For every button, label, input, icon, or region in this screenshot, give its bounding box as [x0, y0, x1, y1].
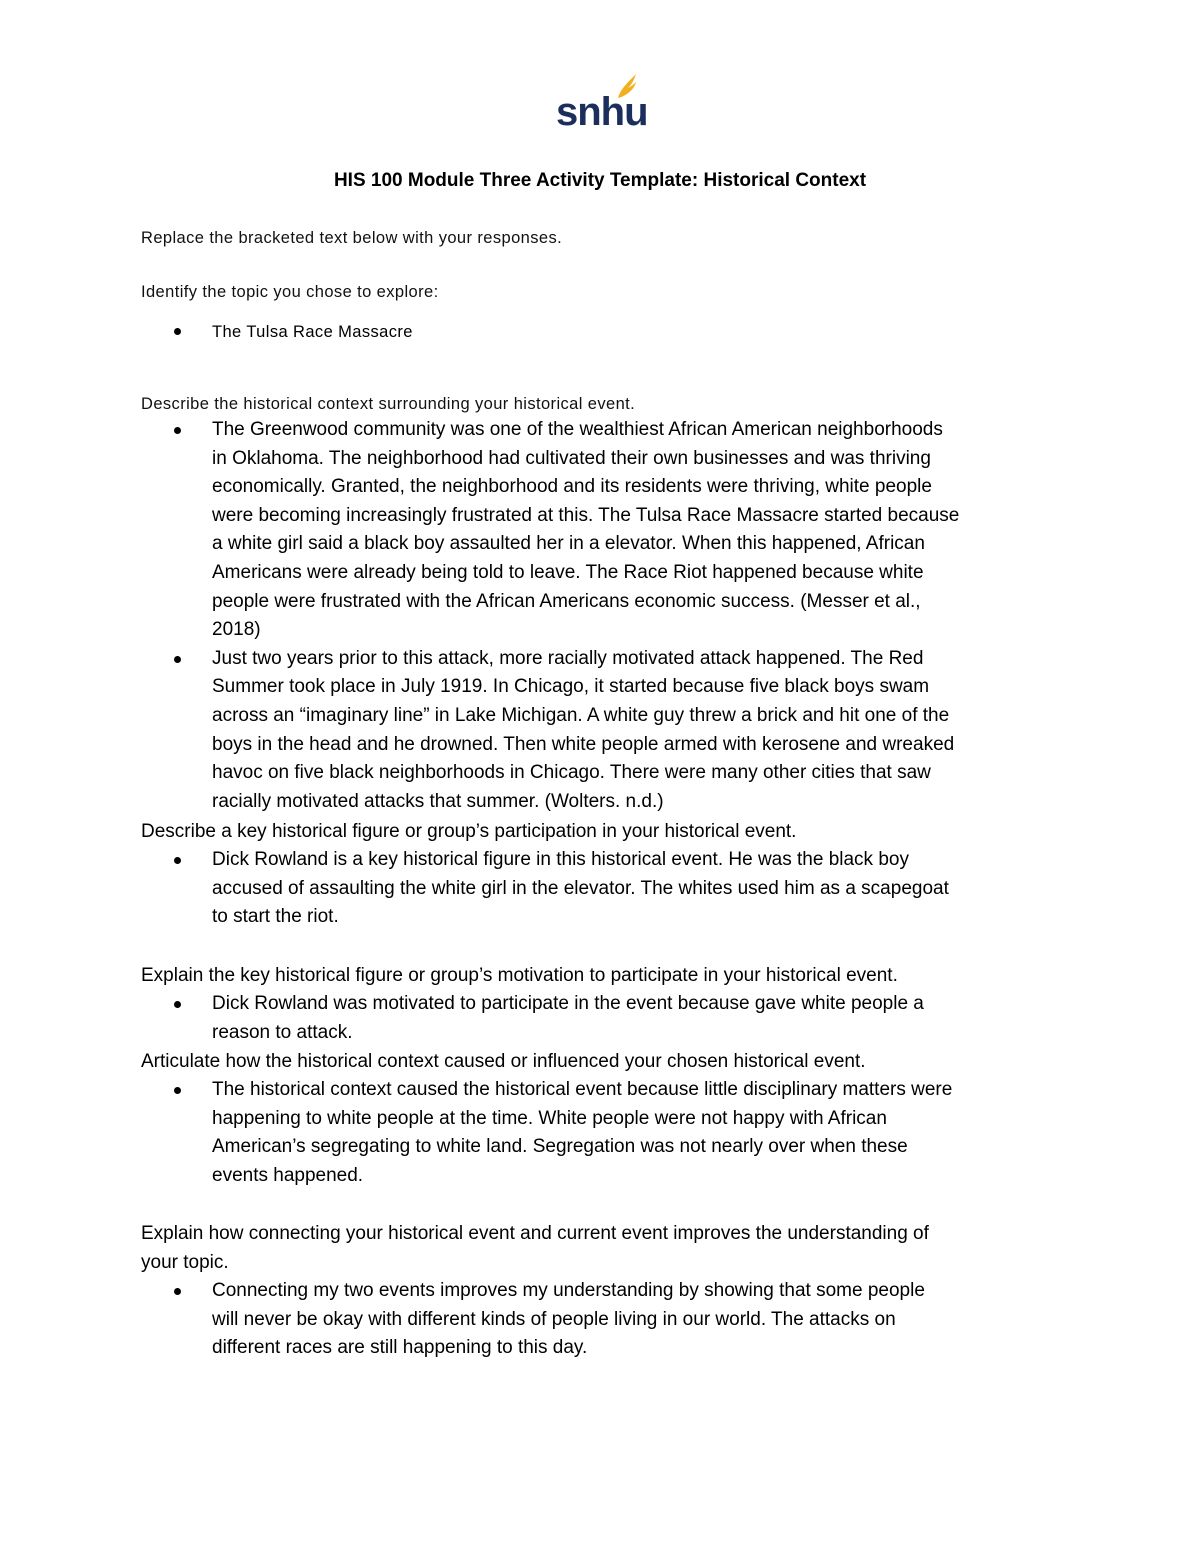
bullet-line: The Tulsa Race Massacre: [212, 323, 413, 341]
cause-bullet-list: [170, 1076, 1070, 1190]
bullet-line: 2018): [212, 619, 261, 641]
bullet-icon: [174, 656, 181, 663]
bullet-line: economically. Granted, the neighborhood and its residents were thriving, white people: [212, 476, 932, 498]
bullet-line: across an “imaginary line” in Lake Michigan. A white guy threw a brick and hit one of the: [212, 704, 950, 726]
list-item: [170, 320, 1070, 344]
bullet-icon: [174, 1288, 181, 1295]
bullet-line: The historical context caused the historical event because little disciplinary matters were: [212, 1079, 953, 1100]
motivation-bullet-list: [170, 990, 1070, 1047]
bullet-line: Dick Rowland was motivated to participate in the event because gave white people a: [212, 993, 924, 1014]
bullet-line: to start the riot.: [212, 906, 339, 928]
bullet-line: were becoming increasingly frustrated at this. The Tulsa Race Massacre started because: [212, 504, 960, 526]
page-title: HIS 100 Module Three Activity Template: Historical Context: [333, 170, 867, 191]
bullet-line: boys in the head and he drowned. Then white people armed with kerosene and wreaked: [212, 733, 955, 755]
list-item: [170, 1277, 1070, 1363]
section-prompt-cause: Articulate how the historical context caused or influenced your chosen historical event.: [141, 1051, 866, 1072]
section-prompt-topic: Identify the topic you chose to explore:: [141, 283, 439, 301]
list-item: [170, 416, 1070, 645]
context-bullet-list: [170, 416, 1070, 816]
bullet-line: Americans were already being told to leave. The Race Riot happened because white: [212, 561, 924, 583]
prompt-line: Explain how connecting your historical event and current event improves the understanding of: [141, 1223, 929, 1244]
section-prompt-connection: [141, 1219, 929, 1277]
bullet-line: events happened.: [212, 1164, 364, 1186]
topic-bullet-list: [170, 320, 1070, 344]
bullet-icon: [174, 328, 181, 335]
bullet-line: a white girl said a black boy assaulted her in a elevator. When this happened, African: [212, 533, 925, 555]
bullet-line: Summer took place in July 1919. In Chicago, it started because five black boys swam: [212, 676, 930, 698]
bullet-line: American’s segregating to white land. Segregation was not nearly over when these: [212, 1136, 908, 1158]
bullet-line: people were frustrated with the African Americans economic success. (Messer et al.,: [212, 590, 921, 612]
bullet-line: Connecting my two events improves my understanding by showing that some people: [212, 1280, 925, 1301]
bullet-line: Dick Rowland is a key historical figure in this historical event. He was the black boy: [212, 849, 909, 870]
list-item: [170, 1076, 1070, 1190]
list-item: [170, 846, 1070, 932]
bullet-icon: [174, 1087, 181, 1094]
bullet-icon: [174, 1001, 181, 1008]
bullet-line: reason to attack.: [212, 1021, 353, 1043]
prompt-line: your topic.: [141, 1252, 229, 1273]
bullet-line: will never be okay with different kinds of people living in our world. The attacks on: [212, 1308, 896, 1330]
section-prompt-context: Describe the historical context surrounding your historical event.: [141, 395, 636, 413]
bullet-line: racially motivated attacks that summer. (Wolters. n.d.): [212, 790, 664, 812]
bullet-line: accused of assaulting the white girl in the elevator. The whites used him as a scapegoat: [212, 877, 949, 899]
section-prompt-motivation: Explain the key historical figure or group’s motivation to participate in your historical event.: [141, 965, 898, 986]
list-item: [170, 990, 1070, 1047]
section-prompt-participation: Describe a key historical figure or group’s participation in your historical event.: [141, 821, 797, 842]
bullet-line: havoc on five black neighborhoods in Chicago. There were many other cities that saw: [212, 762, 931, 784]
snhu-logo: [556, 72, 648, 134]
logo-wordmark: snhu: [556, 90, 648, 134]
participation-bullet-list: [170, 846, 1070, 932]
bullet-icon: [174, 857, 181, 864]
bullet-icon: [174, 427, 181, 434]
bullet-line: happening to white people at the time. White people were not happy with African: [212, 1107, 887, 1129]
bullet-line: in Oklahoma. The neighborhood had cultivated their own businesses and was thriving: [212, 447, 931, 469]
connection-bullet-list: [170, 1277, 1070, 1363]
list-item: [170, 645, 1070, 817]
bullet-line: The Greenwood community was one of the wealthiest African American neighborhoods: [212, 419, 943, 440]
bullet-line: different races are still happening to this day.: [212, 1337, 588, 1359]
instructions-text: Replace the bracketed text below with your responses.: [141, 229, 563, 247]
bullet-line: Just two years prior to this attack, more racially motivated attack happened. The Red: [212, 647, 924, 669]
